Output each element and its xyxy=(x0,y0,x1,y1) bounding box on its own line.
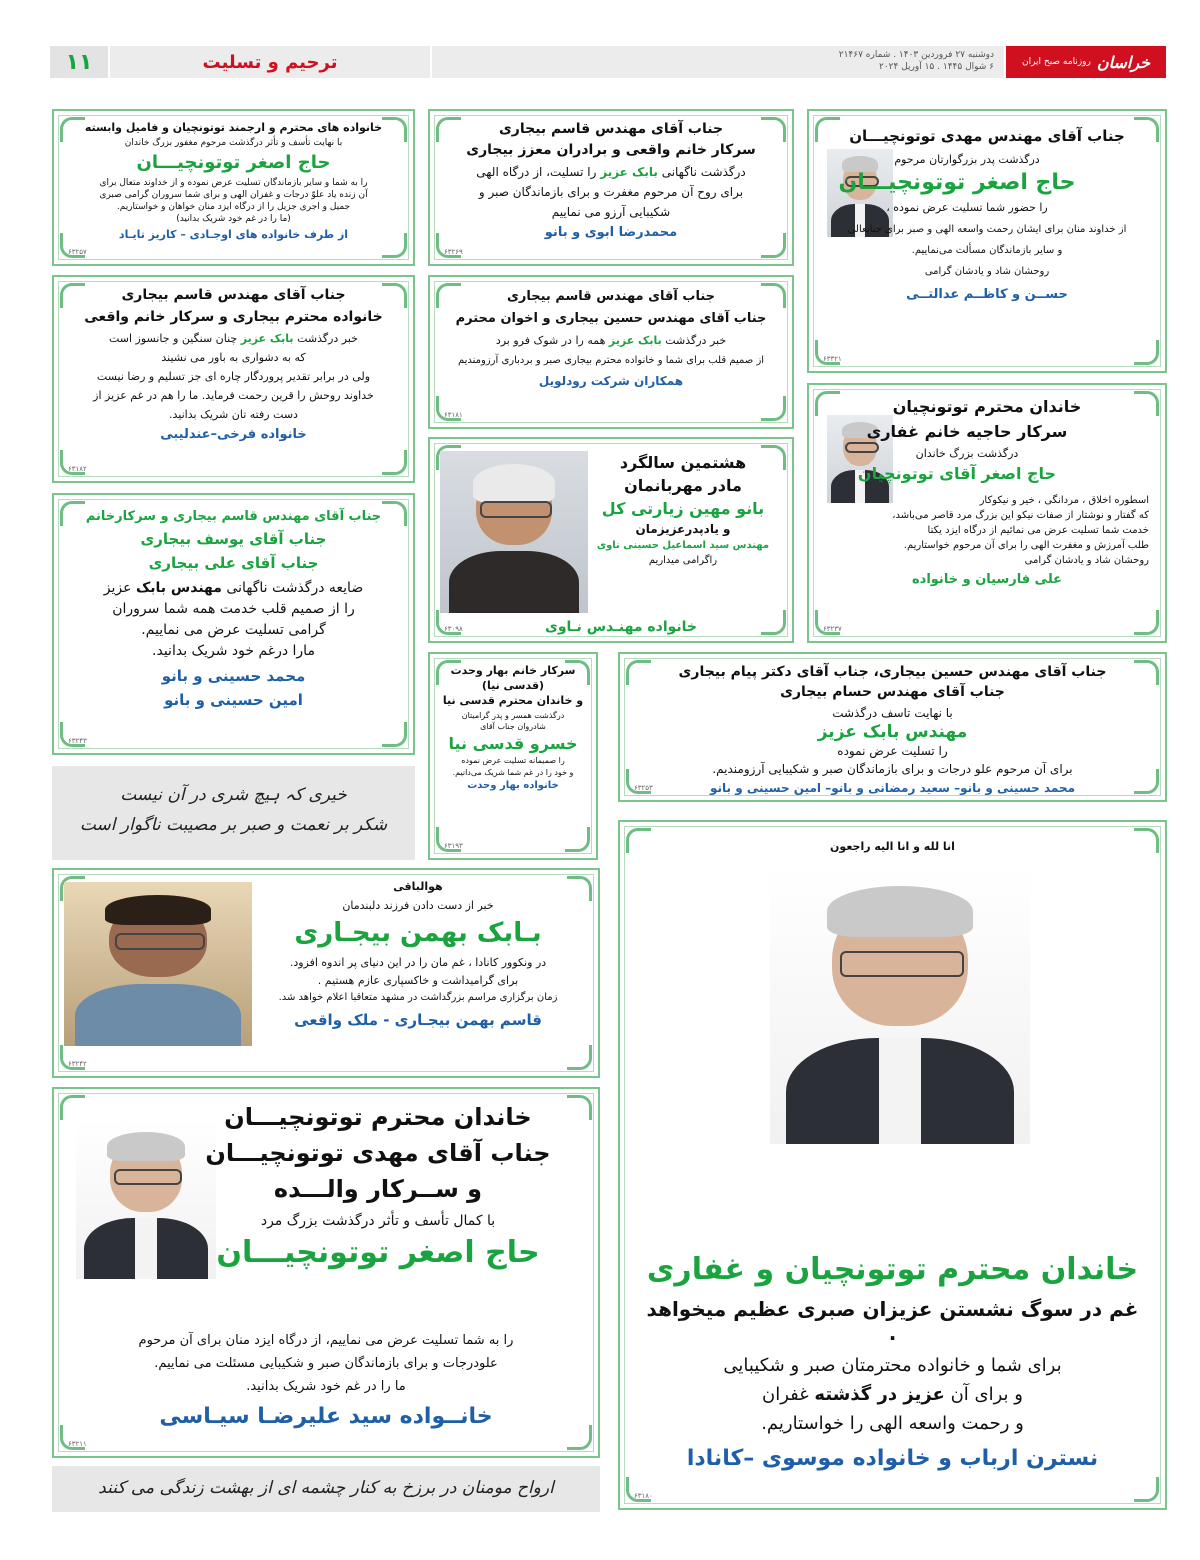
ad-code: ۶۳۲۴۲ xyxy=(68,1060,87,1068)
condolence-ad-ojadi xyxy=(52,109,415,266)
header-date-area xyxy=(432,46,1004,78)
deceased-name: حاج اصغر آقای توتونچیان xyxy=(857,464,1057,483)
ad-code: ۶۳۱۸۱ xyxy=(444,411,463,419)
body-line: برای گرامیداشت و خاکسپاری عازم هستیم . xyxy=(317,974,519,987)
addressee: جناب آقای مهندس قاسم بیجاری xyxy=(121,287,346,303)
condolence-ad-vahdat xyxy=(428,652,598,860)
ad-code: ۶۳۲۶۹ xyxy=(444,248,463,256)
ad-code: ۶۳۲۵۳ xyxy=(634,784,653,792)
quran-verse: انا لله و انا الیه راجعون xyxy=(830,840,955,853)
addressee: جناب آقای مهندس مهدی توتونچیـــان xyxy=(849,127,1125,145)
condolence-ad-abavi xyxy=(428,109,794,266)
text-part: همه را در شوک فرو برد xyxy=(495,334,606,347)
addressee: خاندان محترم توتونچیان و غفاری xyxy=(646,1252,1139,1287)
addressee: سرکار خانم بهار وحدت xyxy=(450,664,576,677)
addressee-2: جناب آقای مهدی توتونچیـــان xyxy=(205,1139,551,1167)
page-number: ۱۱ xyxy=(50,46,108,78)
deceased-name: بابک عزیز xyxy=(608,334,662,347)
text-part: و برای آن xyxy=(950,1384,1023,1405)
body-line: که گفتار و نوشتار از صفات نیکو این بزرگ مرد قاصر می‌باشد، xyxy=(892,510,1149,521)
addressee: جناب آقای مهندس قاسم بیجاری و سرکارخانم xyxy=(85,509,382,524)
body-line: شادروان جناب آقای xyxy=(480,722,546,731)
addressee-2: و خاندان محترم قدسی نیا xyxy=(442,694,584,707)
body-line: راگرامی میداریم xyxy=(648,555,718,566)
signature: خانواده مهنـدس نـاوی xyxy=(544,619,698,635)
body-line: جمیل و اجری جزیل را از درگاه ایزد منان خواهان و خواستاریم. xyxy=(116,202,351,212)
deceased-name: بانو مهین زیارتی کل xyxy=(601,499,765,518)
signature: محمدرضا ابوی و بانو xyxy=(544,225,678,240)
newspaper-brand xyxy=(1006,46,1166,78)
portrait-photo xyxy=(770,864,1030,1144)
body-line: و رحمت واسعه الهی را خواستاریم. xyxy=(761,1413,1024,1434)
body-line: خداوند روحش را قرین رحمت فرماید. ما را هم در غم عزیز از xyxy=(93,389,374,402)
intro-text: با نهایت تأسف و تأثر درگذشت مرحوم مغفور بزرگ خاندان xyxy=(124,138,343,148)
body-line xyxy=(446,165,776,179)
deceased-name-2: مهندس سید اسماعیل حسینی ناوی xyxy=(596,540,770,551)
body-line xyxy=(70,332,397,345)
body-line: را تسلیت عرض نموده xyxy=(837,744,948,758)
intro-text: درگذشت پدر بزرگوارتان مرحوم xyxy=(894,153,1040,166)
text-part: خبر درگذشت xyxy=(297,332,358,345)
body-line: در ونکوور کانادا ، غم مان را در این دنیای پر اندوه افزود. xyxy=(289,956,547,969)
addressee: خاندان محترم توتونچیـــان xyxy=(224,1103,532,1131)
signature: علی فارسیان و خانواده xyxy=(911,572,1063,587)
newspaper-slogan: روزنامه صبح ایران xyxy=(1021,57,1091,67)
condolence-ad-edalati xyxy=(807,109,1167,373)
condolence-ad-hosseini xyxy=(52,493,415,755)
body-line: با نهایت تاسف درگذشت xyxy=(832,706,953,720)
addressee-note: (قدسی نیا) xyxy=(481,679,545,692)
deceased-name: بابک عزیز xyxy=(600,165,658,179)
signature: محمد حسینی و بانو xyxy=(161,667,306,685)
section-title: ترحیم و تسلیت xyxy=(110,46,430,78)
addressee-2: جناب آقای مهندس حسام بیجاری xyxy=(780,684,1005,700)
heading: هشتمین سالگرد xyxy=(619,453,747,472)
body-line: (ما را در غم خود شریک بدانید) xyxy=(176,214,291,224)
body-line: علودرجات و برای بازماندگان صبر و شکیبایی مسئلت می نماییم. xyxy=(154,1356,498,1371)
text-part: غفران xyxy=(762,1384,809,1405)
heading: هوالباقی xyxy=(393,880,443,893)
ad-body xyxy=(78,1333,574,1429)
intro-text: خبر از دست دادن فرزند دلبندمان xyxy=(342,899,494,912)
intro-text: درگذشت بزرگ خاندان xyxy=(915,447,1019,460)
ad-code: ۶۳۲۴۳ xyxy=(68,737,87,745)
deceased-name: بابک عزیز xyxy=(240,332,294,345)
addressee: جناب آقای مهندس حسین بیجاری، جناب آقای دکتر پیام بیجاری xyxy=(678,664,1107,680)
body-line: آن زنده یاد علوّ درجات و غفران الهی و برای شما سروران گرامی صبری xyxy=(99,190,368,200)
condolence-ad-farokhi xyxy=(52,275,415,483)
signature: نسترن ارباب و خانواده موسوی –کانادا xyxy=(686,1446,1099,1471)
text-part: خبر درگذشت xyxy=(665,334,727,347)
signature: حســن و کاظــم عدالتــی xyxy=(906,287,1068,302)
newspaper-logo: خراسان xyxy=(1096,52,1151,72)
portrait-photo xyxy=(64,882,252,1046)
condolence-ad-rudlovil xyxy=(428,275,794,429)
body-line: درگذشت همسر و پدر گرامیتان xyxy=(461,711,565,720)
quote-line: ارواح مومنان در برزخ به کنار چشمه ای از بهشت زندگی می کنند xyxy=(98,1478,554,1498)
text-part: چنان سنگین و جانسوز است xyxy=(108,332,238,345)
addressee-3: و ســرکار والـــده xyxy=(273,1175,483,1203)
ad-code: ۶۳۲۱۱ xyxy=(68,1440,87,1448)
text-part: درگذشت ناگهانی xyxy=(661,165,746,179)
addressee-3: جناب آقای علی بیجاری xyxy=(148,554,319,572)
body-line: اسطوره اخلاق ، مردانگی ، خیر و نیکوکار xyxy=(979,495,1149,506)
deceased-name: بـابک بهمن بیجـاری xyxy=(294,918,542,948)
issue-date xyxy=(839,49,994,73)
body-line: و خود را در غم شما شریک می‌دانیم. xyxy=(452,768,574,777)
intro-text: با کمال تأسف و تأثر درگذشت بزرگ مرد xyxy=(260,1213,496,1229)
body-line: ولی در برابر تقدیر پروردگار چاره ای جز تسلیم و رضا نیست xyxy=(96,370,371,383)
addressee-2: سرکار حاجیه خانم غفاری xyxy=(866,422,1068,441)
condolence-ad-arbab-mousavi xyxy=(618,820,1167,1510)
body-line: را از صمیم قلب خدمت همه شما سروران xyxy=(112,601,355,617)
quote-line: خیری کہ ہیچ شری در آن نیست xyxy=(120,785,347,805)
signature: قاسم بهمن بیجـاری - ملک واقعی xyxy=(294,1011,542,1029)
signature: خانــواده سید علیرضـا سیـاسی xyxy=(159,1404,493,1429)
signature-2: امین حسینی و بانو xyxy=(164,691,303,709)
body-line xyxy=(640,1384,1145,1405)
body-line: و یادپدرعزیزمان xyxy=(635,522,731,536)
page-header xyxy=(50,46,1166,78)
body-line: مارا درغم خود شریک بدانید. xyxy=(152,643,315,659)
body-line: خدمت شما تسلیت عرض می نمائیم از درگاه ایزد یکتا xyxy=(927,525,1149,536)
signature: خانواده بهار وحدت xyxy=(467,780,559,791)
heading-2: مادر مهربانمان xyxy=(624,476,742,495)
addressee-2: جناب آقای مهندس حسین بیجاری و اخوان محترم xyxy=(455,311,767,326)
ad-code: ۶۳۲۳۷ xyxy=(823,625,842,633)
condolence-ad-bahman-bijari xyxy=(52,868,600,1078)
calligraphy-quote xyxy=(52,1466,600,1512)
body-line: را حضور شما تسلیت عرض نموده ، xyxy=(886,201,1048,214)
ad-code: ۶۳۱۹۳ xyxy=(444,842,463,850)
addressee: جناب آقای مهندس قاسم بیجاری xyxy=(498,121,724,137)
body-line: غم در سوگ نشستن عزیزان صبری عظیم میخواهد . xyxy=(646,1297,1139,1345)
deceased-name: مهندس بابک عزیز xyxy=(817,722,968,742)
ad-code: ۶۳۱۸۲ xyxy=(68,465,87,473)
addressee-2: جناب آقای یوسف بیجاری xyxy=(140,530,327,548)
addressee-2: سرکار خانم واقعی و برادران معزز بیجاری xyxy=(466,142,756,158)
deceased-name: مهندس بابک xyxy=(135,580,222,596)
body-line: و سایر بازماندگان مسألت می‌نماییم. xyxy=(911,245,1063,256)
addressee: خاندان محترم توتونچیان xyxy=(892,397,1082,416)
anniversary-ad-navi xyxy=(428,437,794,643)
ad-code: ۶۳۳۲۱ xyxy=(823,355,842,363)
signature: از طرف خانواده های اوجـادی – کاریز تایـاد xyxy=(118,228,349,241)
body-line: روحشان شاد و یادشان گرامی xyxy=(924,266,1050,277)
deceased-name: حاج اصغر توتونچیـــان xyxy=(838,170,1076,195)
deceased-name: خسرو قدسی نیا xyxy=(448,734,578,753)
text-part: ضایعه درگذشت ناگهانی xyxy=(226,580,364,596)
signature: خانواده فرخی–عندلیبی xyxy=(160,427,307,442)
addressee: جناب آقای مهندس قاسم بیجاری xyxy=(506,289,716,304)
body-line: طلب آمرزش و مغفرت الهی را برای آن مرحوم خواستاریم. xyxy=(903,540,1149,551)
body-line: از صمیم قلب برای شما و خانواده محترم بیجاری صبر و بردباری آرزومندیم xyxy=(457,355,765,366)
text-part: عزیز xyxy=(103,580,132,596)
signature: محمد حسینی و بانو– سعید رمضانی و بانو– امین حسینی و بانو xyxy=(709,781,1076,795)
ad-code: ۶۳۱۸۰ xyxy=(634,1492,653,1500)
deceased-name: حاج اصغر توتونچیـــان xyxy=(136,152,331,173)
condolence-ad-hosseini-ramezani xyxy=(618,652,1167,802)
body-line xyxy=(446,334,776,347)
portrait-photo xyxy=(440,451,588,613)
date-line-2: ۶ شوال ۱۴۴۵ . ۱۵ آوریل ۲۰۲۴ xyxy=(879,62,994,72)
body-line: گرامی تسلیت عرض می نماییم. xyxy=(141,622,326,638)
addressee-2: خانواده محترم بیجاری و سرکار خانم واقعی xyxy=(84,309,383,325)
deceased-name: حاج اصغر توتونچیـــان xyxy=(216,1235,540,1270)
deceased-name: عزیز در گذشته xyxy=(814,1384,945,1405)
body-line: شکیبایی آرزو می نماییم xyxy=(551,205,671,219)
body-line: برای روح آن مرحوم مغفرت و برای بازماندگان صبر و xyxy=(478,185,744,199)
body-line: که به دشواری به باور می نشیند xyxy=(161,351,306,364)
calligraphy-quote xyxy=(52,766,415,860)
body-line: برای شما و خانواده محترمتان صبر و شکیبایی xyxy=(723,1355,1062,1376)
body-line: را به شما تسلیت عرض می نماییم، از درگاه ایزد منان برای آن مرحوم xyxy=(138,1333,514,1348)
body-line: برای آن مرحوم علو درجات و برای بازماندگان صبر و شکیبایی آرزومندیم. xyxy=(712,762,1073,776)
addressee: خانواده های محترم و ارجمند توتونچیان و فامیل وابسته xyxy=(84,121,383,134)
body-line: روحشان شاد و یادشان گرامی xyxy=(1024,555,1149,566)
body-line xyxy=(70,580,397,596)
body-line: از خداوند منان برای ایشان رحمت واسعه الهی و صبر برای جنابعالی xyxy=(847,224,1127,235)
body-line: دست رفته تان شریک بدانید. xyxy=(169,408,298,421)
quote-line: شکر بر نعمت و صبر بر مصیبت ناگوار است xyxy=(79,815,388,835)
condolence-ad-siasi xyxy=(52,1087,600,1458)
body-line: را صمیمانه تسلیت عرض نموده xyxy=(461,756,565,765)
condolence-ad-farsian xyxy=(807,383,1167,643)
date-line-1: دوشنبه ۲۷ فروردین ۱۴۰۳ . شماره ۲۱۴۶۷ xyxy=(838,50,994,60)
text-part: را تسلیت، از درگاه الهی xyxy=(476,165,597,179)
ad-code: ۶۳۰۹۸ xyxy=(444,625,463,633)
body-line: زمان برگزاری مراسم بزرگداشت در مشهد متعاقبا اعلام خواهد شد. xyxy=(278,992,558,1003)
body-line: ما را در غم خود شریک بدانید. xyxy=(246,1379,406,1394)
body-line: را به شما و سایر بازماندگان تسلیت عرض نموده و از خداوند متعال برای xyxy=(99,178,368,188)
ad-code: ۶۳۲۵۷ xyxy=(68,248,87,256)
signature: همکاران شرکت رودلویل xyxy=(538,374,684,388)
